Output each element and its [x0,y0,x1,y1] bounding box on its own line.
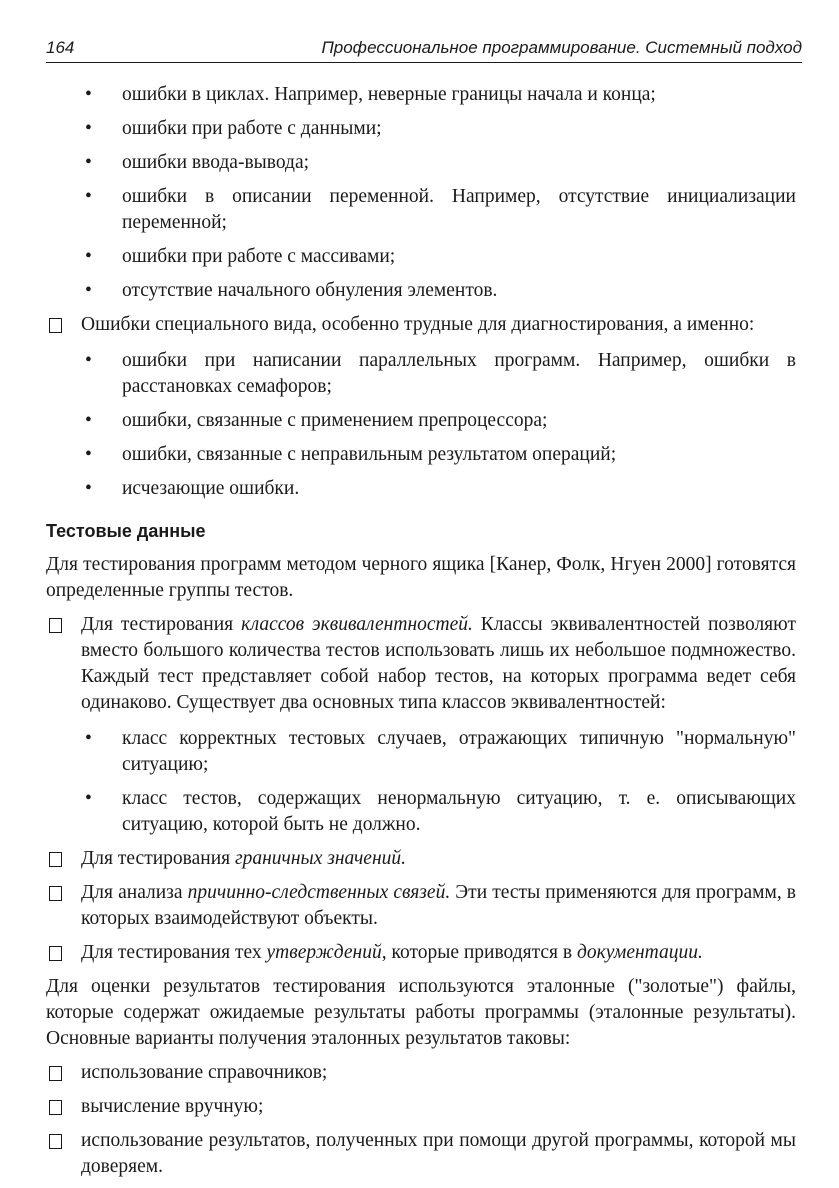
equivalence-item [46,612,796,838]
statements-item [46,940,796,966]
page-number: 164 [46,38,75,57]
section-heading: Тестовые данные [46,521,206,541]
list-item: • ошибки, связанные с применением препроцессора; [46,408,796,434]
list-item: • ошибки в циклах. Например, неверные границы начала и конца; [46,82,796,108]
boundary-text-pre: Для тестирования [81,848,235,869]
way-item: вычисление вручную; [46,1094,796,1120]
special-errors-item [46,312,796,502]
causal-term: причинно-следственных связей. [187,882,451,903]
list-item: • ошибки ввода-вывода; [46,150,796,176]
list-item: • класс тестов, содержащих ненормальную ситуацию, т. е. описывающих ситуацию, которой быть не должно. [46,786,796,838]
list-item: • класс корректных тестовых случаев, отражающих типичную "нормальную" ситуацию; [46,726,796,778]
equivalence-text-post: Классы эквивалентностей позволяют вместо большого количества тестов использовать лишь их небольшое подмножество. Каждый тест представляет собой набор тестов, на которых программа ведет себя одинаково. Существует два основных типа классов эквивалентностей: [81,614,796,713]
way-item: использование справочников; [46,1060,796,1086]
list-item: • ошибки, связанные с неправильным результатом операций; [46,442,796,468]
equivalence-term: классов эквивалентностей. [241,614,473,635]
statements-term: утверждений [266,942,382,963]
boundary-item [46,846,796,872]
running-title: Профессиональное программирование. Системный подход [321,38,802,57]
list-item: • ошибки при работе с данными; [46,116,796,142]
equivalence-text-pre: Для тестирования [81,614,242,635]
special-errors-list [46,348,796,502]
boundary-term: граничных значений. [234,848,407,869]
section-intro: Для тестирования программ методом черного ящика [Канер, Фолк, Нгуен 2000] готовятся определенные группы тестов. [46,554,796,601]
statements-text-mid: , которые приводятся в [381,942,577,963]
page-body [46,82,796,1188]
list-item: • исчезающие ошибки. [46,476,796,502]
error-types-list [46,82,796,304]
list-item: • ошибки при написании параллельных программ. Например, ошибки в расстановках семафоров; [46,348,796,400]
list-item: • ошибки при работе с массивами; [46,244,796,270]
running-header [46,38,802,63]
causal-text-pre: Для анализа [81,882,188,903]
list-item: • отсутствие начального обнуления элементов. [46,278,796,304]
special-errors-text: Ошибки специального вида, особенно трудные для диагностирования, а именно: [81,314,755,335]
causal-item [46,880,796,932]
documentation-term: документации. [576,942,703,963]
causal-text-post: Эти тесты применяются для программ, в которых взаимодействуют объекты. [81,882,796,929]
way-item: использование результатов, полученных при помощи другой программы, которой мы доверяем. [46,1128,796,1180]
list-item: • ошибки в описании переменной. Например, отсутствие инициализации переменной; [46,184,796,236]
golden-files-paragraph: Для оценки результатов тестирования используются эталонные ("золотые") файлы, которые содержат ожидаемые результаты работы программы (эталонные результаты). Основные варианты получения эталонных результатов таковы: [46,976,796,1049]
statements-text-pre: Для тестирования тех [81,942,267,963]
equivalence-list [46,726,796,838]
